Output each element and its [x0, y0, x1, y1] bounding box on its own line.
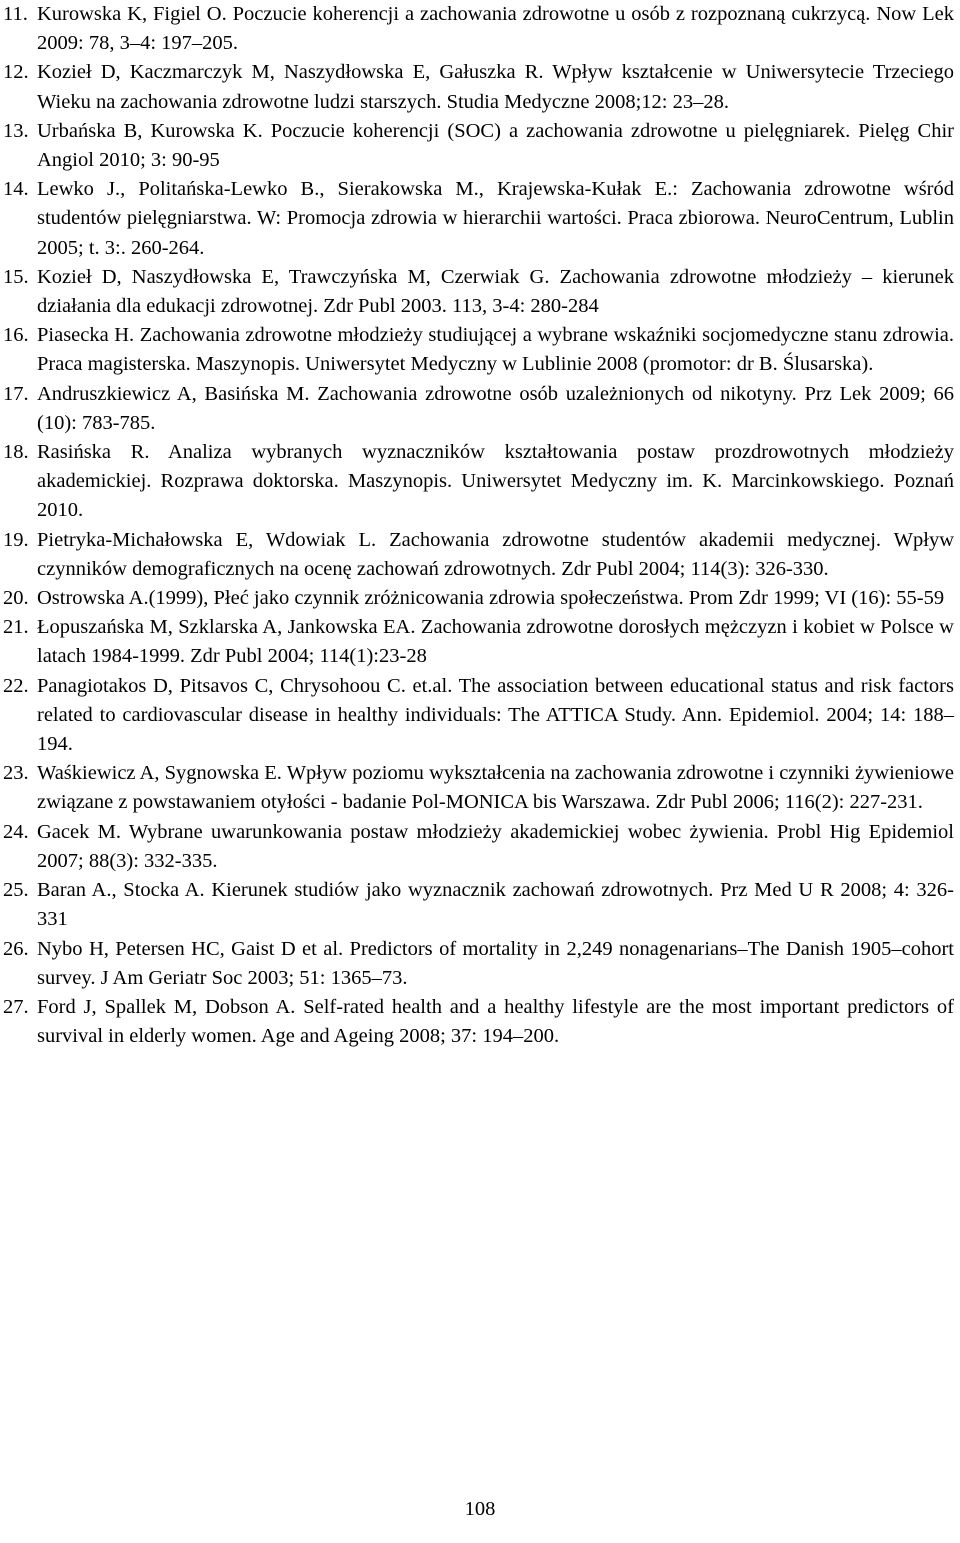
reference-item: [0, 876, 960, 934]
reference-number: 22.: [3, 674, 29, 697]
reference-item: [0, 175, 960, 263]
reference-number: 25.: [3, 879, 29, 902]
reference-number: 13.: [3, 119, 29, 142]
reference-item: [0, 993, 960, 1051]
reference-text: Ford J, Spallek M, Dobson A. Self-rated health and a healthy lifestyle are the most important predictors of survival in elderly women. Age and Ageing 2008; 37: 194–200.: [37, 995, 954, 1048]
reference-text: Kurowska K, Figiel O. Poczucie koherencji a zachowania zdrowotne u osób z rozpoznaną cukrzycą. Now Lek 2009: 78, 3–4: 197–205.: [37, 3, 954, 55]
reference-item: [0, 672, 960, 760]
reference-number: 20.: [3, 587, 29, 610]
reference-text: Rasińska R. Analiza wybranych wyznaczników kształtowania postaw prozdrowotnych młodzieży akademickiej. Rozprawa doktorska. Maszynopis. Uniwersytet Medyczny im. K. Marcinkowskiego. Poznań 2010.: [37, 441, 954, 522]
page-number: 108: [464, 1498, 496, 1520]
reference-text: Kozieł D, Naszydłowska E, Trawczyńska M, Czerwiak G. Zachowania zdrowotne młodzieży – kierunek działania dla edukacji zdrowotnej. Zdr Publ 2003. 113, 3-4: 280-284: [37, 265, 954, 318]
reference-text: Gacek M. Wybrane uwarunkowania postaw młodzieży akademickiej wobec żywienia. Probl Hig Epidemiol 2007; 88(3): 332-335.: [37, 820, 954, 872]
reference-number: 18.: [3, 441, 29, 464]
reference-item: [0, 321, 960, 379]
reference-number: 12.: [3, 61, 29, 84]
reference-item: [0, 526, 960, 584]
reference-item: [0, 935, 960, 993]
reference-text: Urbańska B, Kurowska K. Poczucie koherencji (SOC) a zachowania zdrowotne u pielęgniarek. Pielęg Chir Angiol 2010; 3: 90-95: [37, 119, 954, 172]
reference-number: 19.: [3, 528, 29, 551]
reference-item: [0, 263, 960, 321]
reference-number: 16.: [3, 324, 29, 347]
reference-text: Pietryka-Michałowska E, Wdowiak L. Zachowania zdrowotne studentów akademii medycznej. Wpływ czynników demograficznych na ocenę zachowań zdrowotnych. Zdr Publ 2004; 114(3): 326-330.: [37, 528, 954, 580]
reference-item: [0, 58, 960, 116]
reference-text: Nybo H, Petersen HC, Gaist D et al. Predictors of mortality in 2,249 nonagenarians–The Danish 1905–cohort survey. J Am Geriatr Soc 2003; 51: 1365–73.: [37, 937, 954, 989]
reference-text: Baran A., Stocka A. Kierunek studiów jako wyznacznik zachowań zdrowotnych. Prz Med U R 2008; 4: 326-331: [37, 879, 954, 931]
reference-item: [0, 613, 960, 671]
reference-item: [0, 759, 960, 817]
reference-text: Waśkiewicz A, Sygnowska E. Wpływ poziomu wykształcenia na zachowania zdrowotne i czynniki żywieniowe związane z powstawaniem otyłości - badanie Pol-MONICA bis Warszawa. Zdr Publ 2006; 116(2): 227-231.: [37, 762, 954, 814]
reference-number: 26.: [3, 937, 29, 960]
reference-text: Piasecka H. Zachowania zdrowotne młodzieży studiującej a wybrane wskaźniki socjomedyczne stanu zdrowia. Praca magisterska. Maszynopis. Uniwersytet Medyczny w Lublinie 2008 (promotor: dr B. Ślusarska).: [37, 324, 954, 376]
reference-item: [0, 380, 960, 438]
reference-text: Łopuszańska M, Szklarska A, Jankowska EA. Zachowania zdrowotne dorosłych mężczyzn i kobiet w Polsce w latach 1984-1999. Zdr Publ 2004; 114(1):23-28: [37, 616, 954, 668]
reference-number: 27.: [3, 995, 29, 1018]
reference-item: [0, 0, 960, 58]
reference-text: Lewko J., Politańska-Lewko B., Sierakowska M., Krajewska-Kułak E.: Zachowania zdrowotne wśród studentów pielęgniarstwa. W: Promocja zdrowia w hierarchii wartości. Praca zbiorowa. NeuroCentrum, Lublin 2005; t. 3:. 260-264.: [37, 178, 954, 259]
reference-item: [0, 438, 960, 526]
reference-item: [0, 117, 960, 175]
reference-number: 15.: [3, 265, 29, 288]
reference-number: 17.: [3, 382, 29, 405]
reference-text: Kozieł D, Kaczmarczyk M, Naszydłowska E, Gałuszka R. Wpływ kształcenie w Uniwersytecie Trzeciego Wieku na zachowania zdrowotne ludzi starszych. Studia Medyczne 2008;12: 23–28.: [37, 61, 954, 113]
reference-text: Panagiotakos D, Pitsavos C, Chrysohoou C. et.al. The association between educational status and risk factors related to cardiovascular disease in healthy individuals: The ATTICA Study. Ann. Epidemiol. 2004; 14: 188–194.: [37, 674, 954, 756]
reference-number: 11.: [3, 3, 28, 25]
reference-number: 21.: [3, 616, 29, 639]
reference-text: Ostrowska A.(1999), Płeć jako czynnik zróżnicowania zdrowia społeczeństwa. Prom Zdr 1999; VI (16): 55-59: [37, 587, 945, 610]
reference-number: 14.: [3, 178, 29, 201]
reference-number: 24.: [3, 820, 29, 843]
reference-number: 23.: [3, 762, 29, 785]
reference-text: Andruszkiewicz A, Basińska M. Zachowania zdrowotne osób uzależnionych od nikotyny. Prz Lek 2009; 66 (10): 783-785.: [37, 382, 954, 434]
reference-item: [0, 584, 960, 613]
reference-item: [0, 818, 960, 876]
